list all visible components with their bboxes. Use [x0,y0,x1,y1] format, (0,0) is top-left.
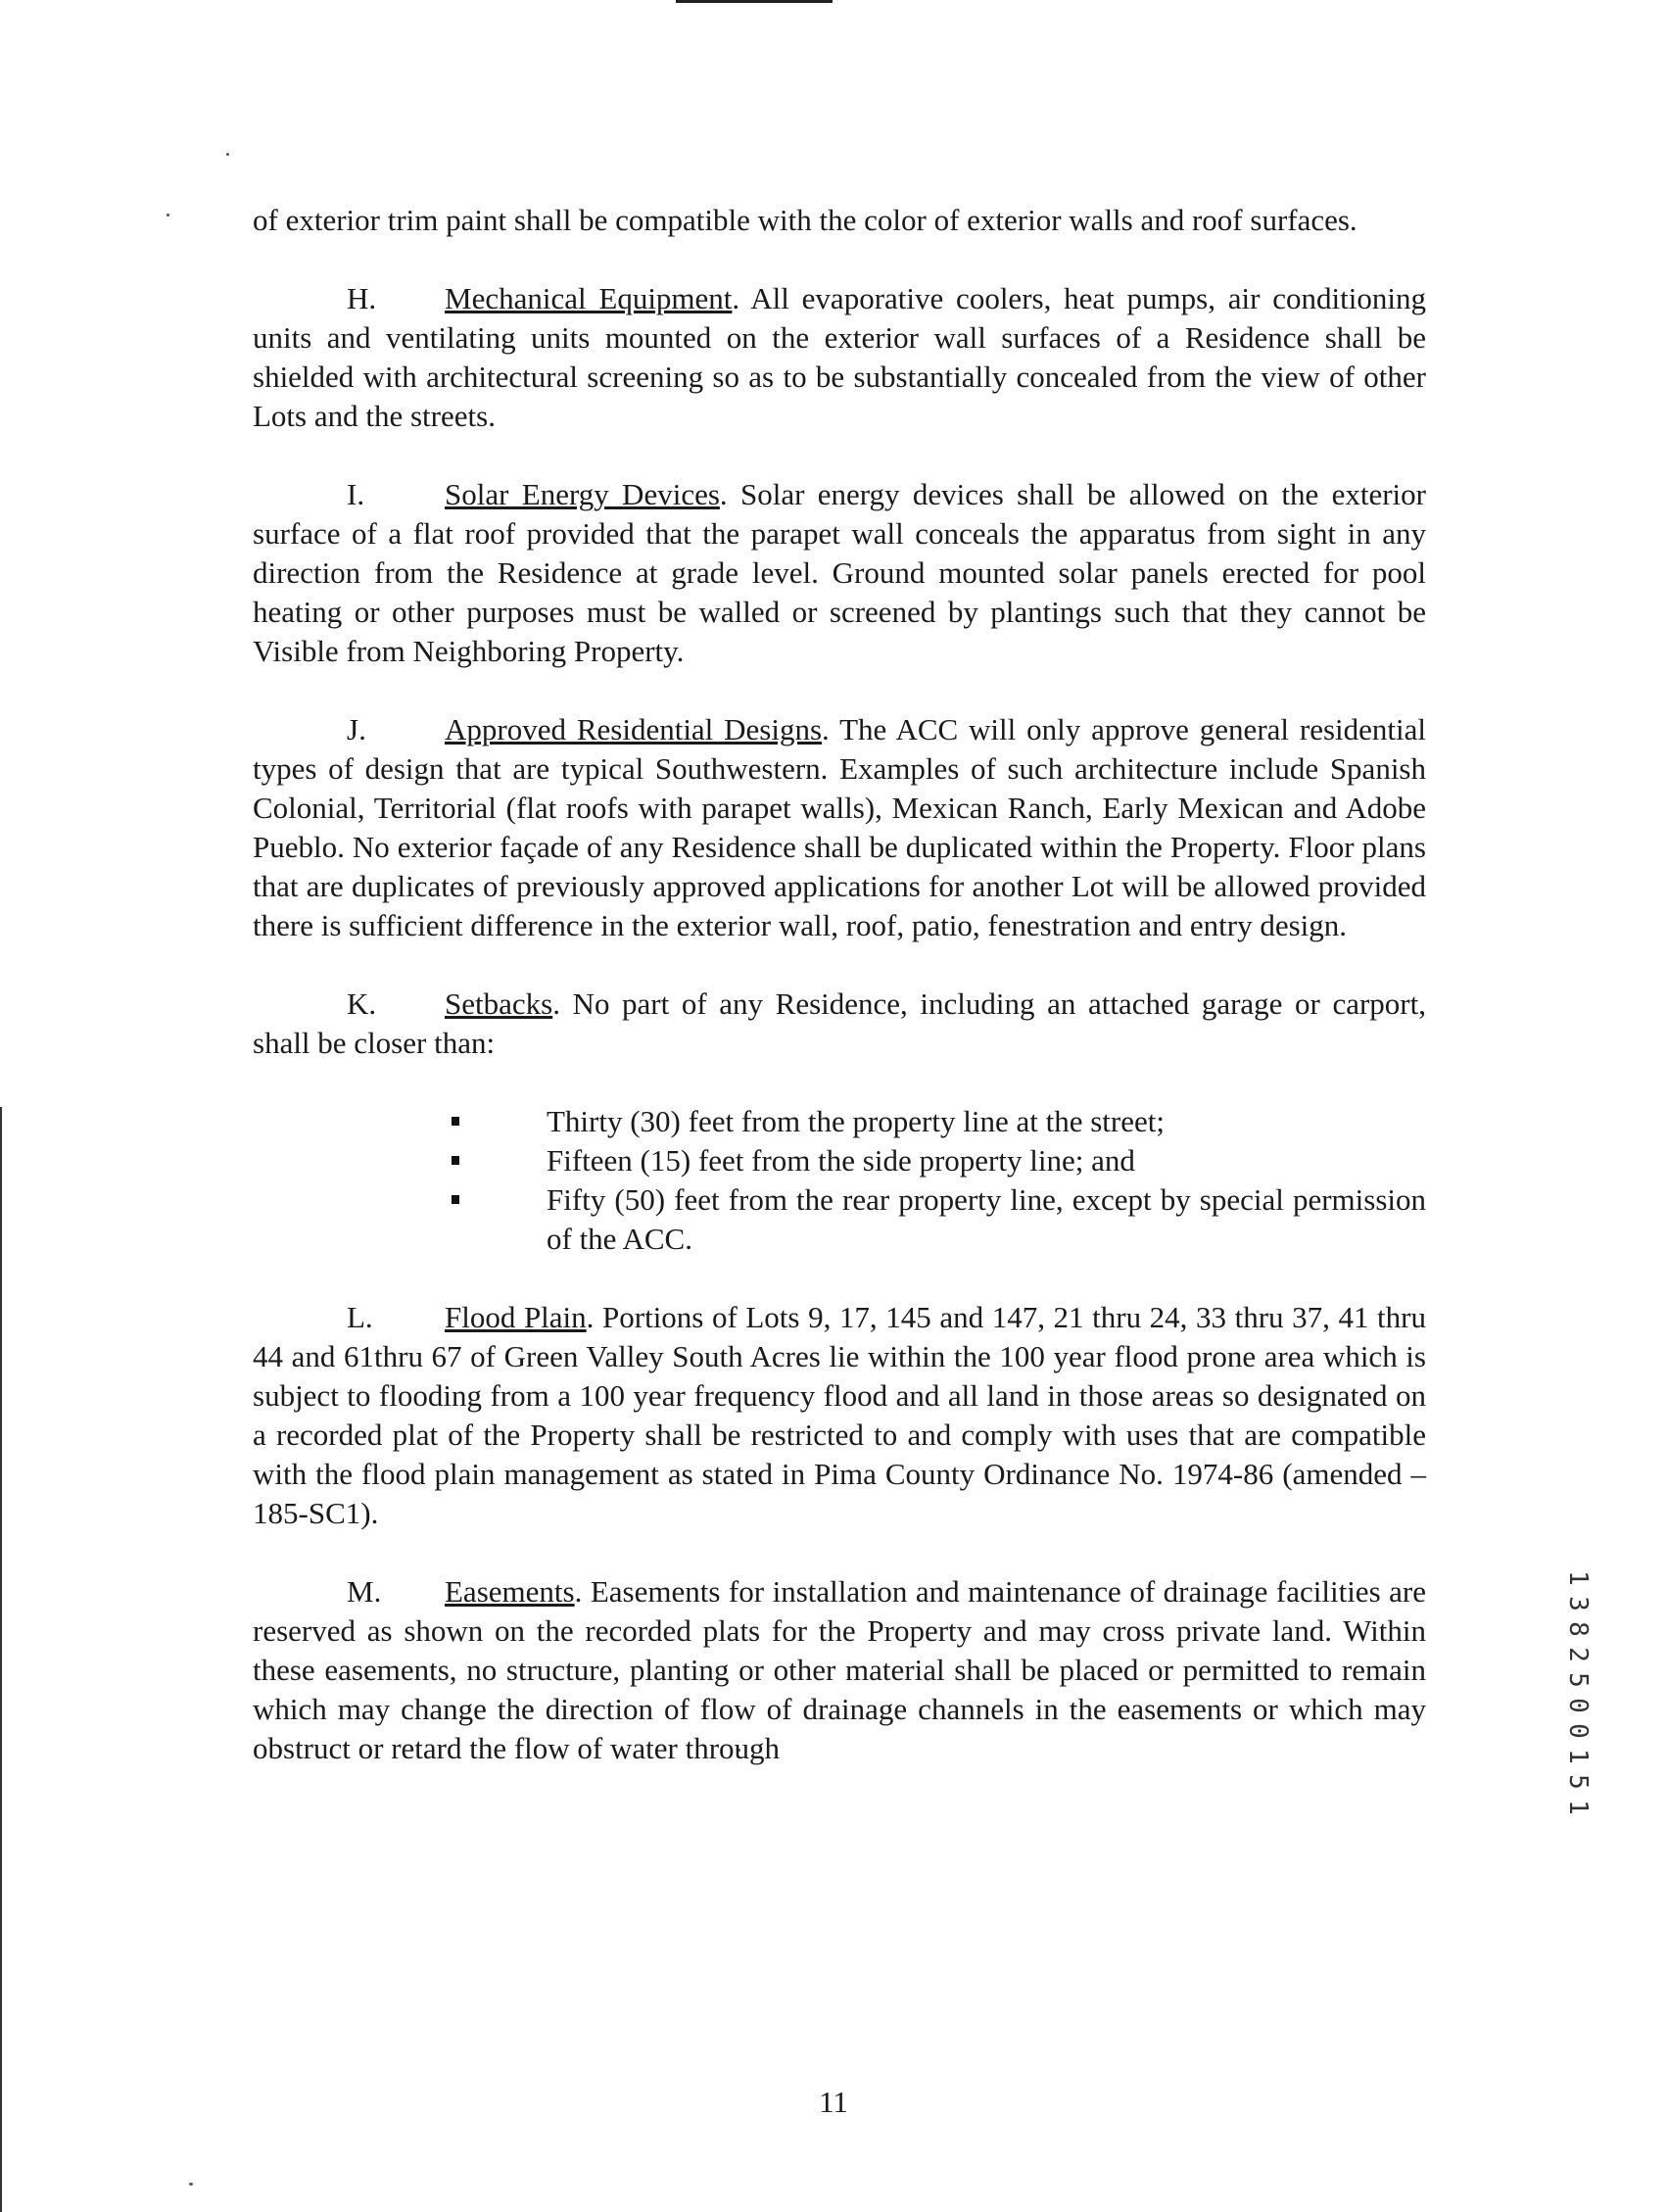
section-letter: M. [347,1574,382,1609]
square-bullet-icon [452,1117,459,1126]
section-k [253,985,1426,1063]
section-title: Setbacks [445,986,553,1021]
section-title: Easements [445,1574,575,1609]
section-text: . The ACC will only approve general residential types of design that are typical Southwestern. Examples of such architecture include Spanish Colonial, Territorial (flat roofs with parapet walls), Mexican Ranch, Early Mexican and Adobe Pueblo. No exterior façade of any Residence shall be duplicated within the Property. Floor plans that are duplicates of previously approved applications for another Lot will be allowed provided there is sufficient difference in the exterior wall, roof, patio, fenestration and entry design. [253,712,1426,942]
stamp-digit: 1 [1563,1570,1593,1586]
section-text: . Portions of Lots 9, 17, 145 and 147, 21 thru 24, 33 thru 37, 41 thru 44 and 61thru 67 of Green Valley South Acres lie within the 100 year flood prone area which is subject to flooding from a 100 year frequency flood and all land in those areas so designated on a recorded plat of the Property shall be restricted to and comply with uses that are compatible with the flood plain management as stated in Pima County Ordinance No. 1974-86 (amended –185-SC1). [253,1300,1426,1530]
intro-text: of exterior trim paint shall be compatible with the color of exterior walls and roof surfaces. [253,203,1357,237]
section-i [253,475,1426,671]
section-h [253,279,1426,436]
list-item [253,1180,1426,1259]
intro-paragraph [253,201,1426,240]
square-bullet-icon [452,1195,459,1204]
scan-speck [167,214,169,216]
scan-speck [226,153,229,156]
scan-speck [189,2183,193,2186]
setback-list [253,1102,1426,1259]
section-title: Solar Energy Devices [445,477,720,511]
left-scan-line [0,1107,2,2212]
section-j [253,710,1426,945]
stamp-digit: 8 [1563,1621,1593,1637]
section-l [253,1298,1426,1533]
section-text: . Solar energy devices shall be allowed on the exterior surface of a flat roof provided that the parapet wall conceals the apparatus from sight in any direction from the Residence at grade level. Ground mounted solar panels erected for pool heating or other purposes must be walled or screened by plantings such that they cannot be Visible from Neighboring Property. [253,477,1426,668]
stamp-digit: 3 [1563,1596,1593,1611]
section-letter: K. [347,986,377,1021]
list-item-text: Fifty (50) feet from the rear property line, except by special permission of the ACC. [547,1182,1426,1256]
section-letter: J. [347,712,366,746]
section-title: Flood Plain [445,1300,587,1334]
square-bullet-icon [452,1156,459,1165]
stamp-digit: 1 [1563,1749,1593,1764]
section-letter: L. [347,1300,373,1334]
section-letter: H. [347,281,377,315]
stamp-digit: 5 [1563,1672,1593,1688]
stamp-digit: 0 [1563,1698,1593,1713]
list-item [253,1141,1426,1180]
section-title: Mechanical Equipment [445,281,733,315]
stamp-digit: 0 [1563,1723,1593,1739]
margin-recording-stamp [1563,1565,1593,1820]
section-text: . No part of any Residence, including an attached garage or carport, shall be closer than: [253,986,1426,1060]
stamp-digit: 5 [1563,1774,1593,1790]
list-item [253,1102,1426,1141]
stamp-digit: 1 [1563,1800,1593,1815]
section-text: . All evaporative coolers, heat pumps, air conditioning units and ventilating units mounted on the exterior wall surfaces of a Residence shall be shielded with architectural screening so as to be substantially concealed from the view of other Lots and the streets. [253,281,1426,433]
section-title: Approved Residential Designs [445,712,823,746]
stamp-digit: 2 [1563,1647,1593,1662]
top-scan-rule [676,0,833,3]
list-item-text: Fifteen (15) feet from the side property line; and [547,1143,1135,1178]
list-item-text: Thirty (30) feet from the property line at the street; [547,1104,1165,1138]
page-number: 11 [819,2085,848,2119]
document-body [253,201,1426,1807]
section-text: . Easements for installation and maintenance of drainage facilities are reserved as shown on the recorded plats for the Property and may cross private land. Within these easements, no structure, planting or other material shall be placed or permitted to remain which may change the direction of flow of drainage channels in the easements or which may obstruct or retard the flow of water through [253,1574,1426,1765]
section-letter: I. [347,477,365,511]
section-m [253,1572,1426,1768]
